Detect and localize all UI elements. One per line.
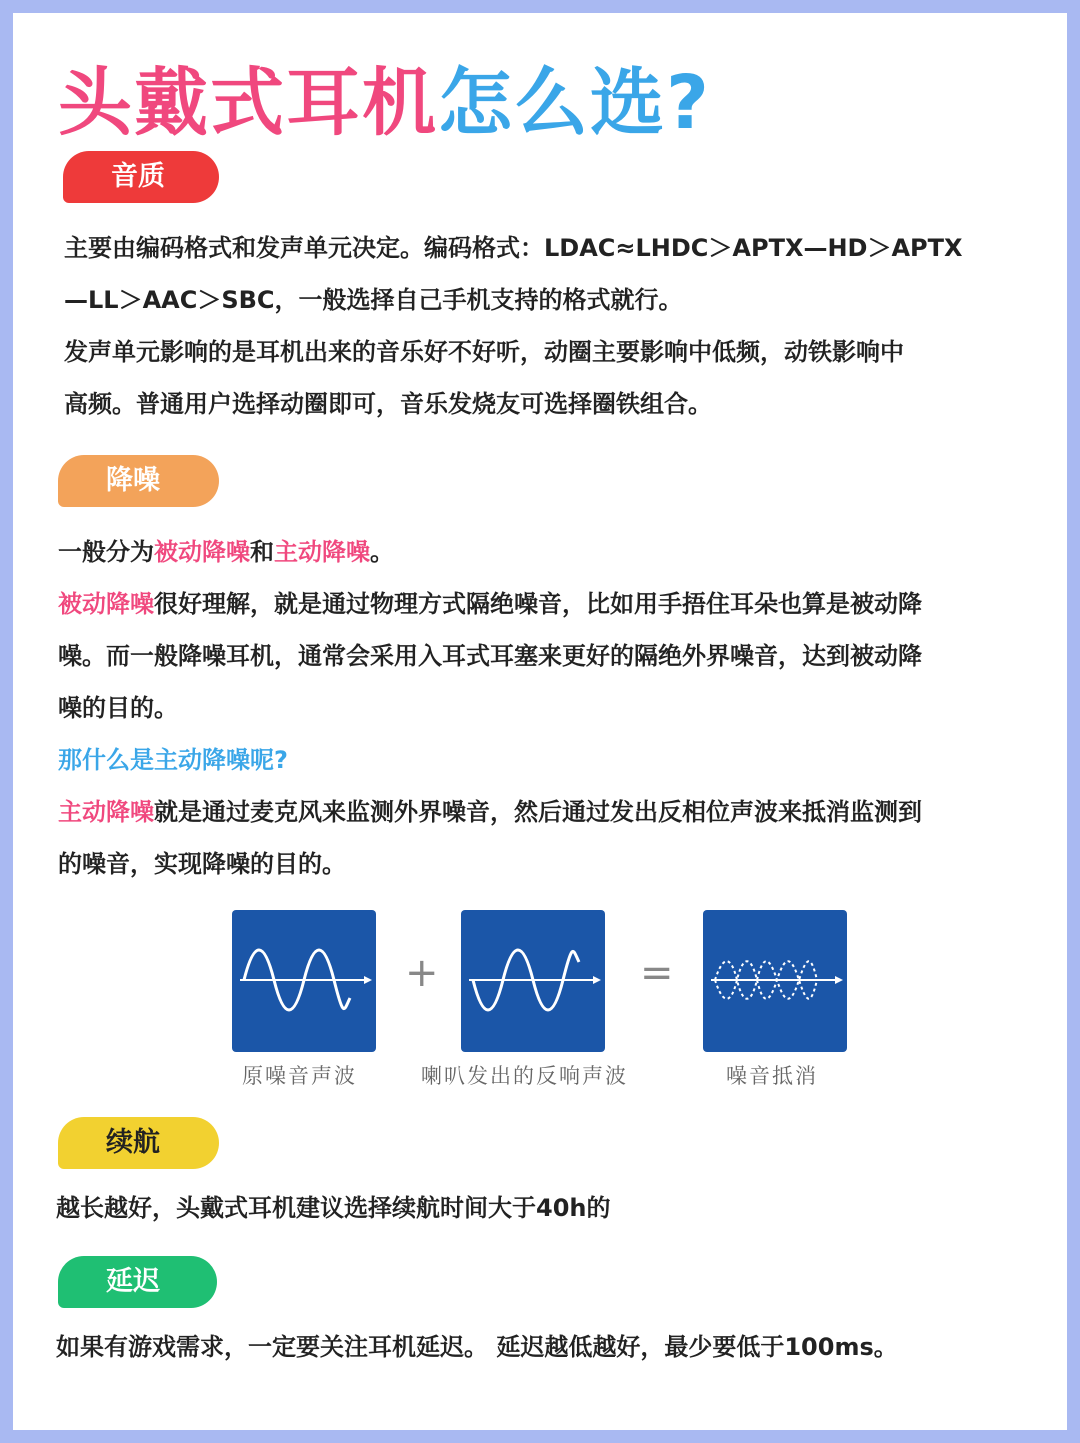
section-tag-latency: 延迟	[58, 1256, 217, 1308]
active-term: 主动降噪	[58, 798, 154, 826]
active-line1: 主动降噪就是通过麦克风来监测外界噪音，然后通过发出反相位声波来抵消监测到	[58, 798, 922, 826]
battery-text: 越长越好，头戴式耳机建议选择续航时间大于40h的	[56, 1194, 611, 1222]
section-tag-battery: 续航	[58, 1117, 219, 1169]
wave-original-icon	[232, 910, 376, 1052]
sound-text-line3: 发声单元影响的是耳机出来的音乐好不好听，动圈主要影响中低频，动铁影响中	[64, 338, 904, 366]
active-question: 那什么是主动降噪呢?	[58, 746, 288, 774]
noise-intro: 一般分为被动降噪和主动降噪。	[58, 538, 394, 566]
sound-text-line2: —LL＞AAC＞SBC，一般选择自己手机支持的格式就行。	[64, 286, 683, 314]
equals-sign: =	[640, 950, 674, 996]
term-active: 主动降噪	[274, 538, 370, 566]
caption-original-wave: 原噪音声波	[242, 1064, 357, 1088]
passive-term: 被动降噪	[58, 590, 154, 618]
term-passive: 被动降噪	[154, 538, 250, 566]
latency-text: 如果有游戏需求，一定要关注耳机延迟。 延迟越低越好，最少要低于100ms。	[56, 1333, 898, 1361]
caption-inverse-wave: 喇叭发出的反响声波	[421, 1064, 628, 1088]
passive-line3: 噪的目的。	[58, 694, 178, 722]
sound-text-line4: 高频。普通用户选择动圈即可，音乐发烧友可选择圈铁组合。	[64, 390, 712, 418]
wave-cancel-icon	[703, 910, 847, 1052]
sound-text-line1: 主要由编码格式和发声单元决定。编码格式：LDAC≈LHDC＞APTX—HD＞APTX	[64, 234, 963, 262]
section-tag-sound: 音质	[63, 151, 219, 203]
plus-sign: +	[405, 950, 439, 996]
page-title	[58, 44, 711, 146]
section-tag-noise: 降噪	[58, 455, 219, 507]
wave-inverse-icon	[461, 910, 605, 1052]
passive-line2: 噪。而一般降噪耳机，通常会采用入耳式耳塞来更好的隔绝外界噪音，达到被动降	[58, 642, 922, 670]
active-line2: 的噪音，实现降噪的目的。	[58, 850, 346, 878]
title-part1: 头戴式耳机	[58, 60, 438, 146]
title-part2: 怎么选?	[438, 60, 711, 146]
caption-cancel: 噪音抵消	[726, 1064, 818, 1088]
passive-line1: 被动降噪很好理解，就是通过物理方式隔绝噪音，比如用手捂住耳朵也算是被动降	[58, 590, 922, 618]
